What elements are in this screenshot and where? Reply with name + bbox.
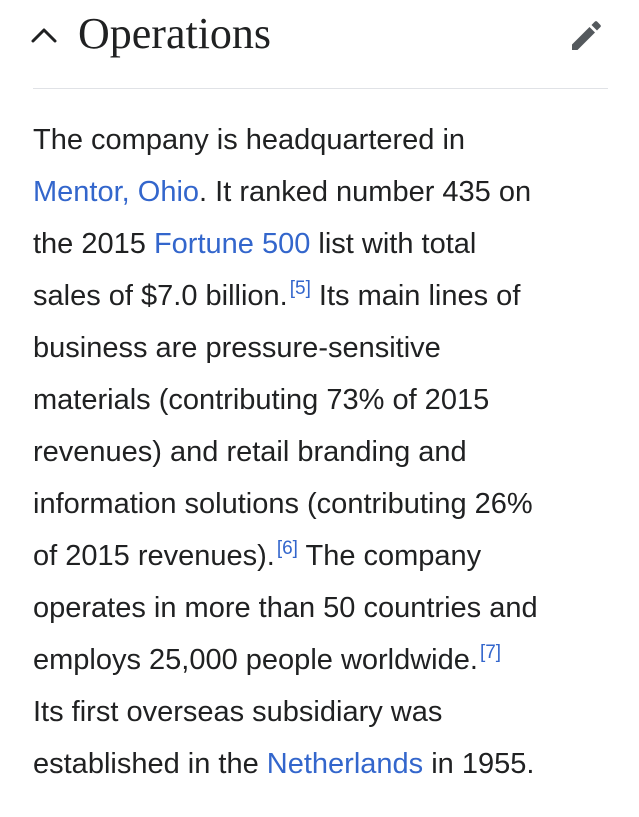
section-divider (33, 88, 608, 89)
section-header (0, 0, 639, 88)
citation-5 (290, 278, 311, 299)
text-run: materials (contributing 73% of 2015 (33, 384, 490, 416)
section-title: Operations (78, 9, 272, 58)
citation-link-7[interactable]: [7] (479, 642, 502, 663)
citation-7 (480, 642, 501, 663)
link-fortune-500[interactable]: Fortune 500 (153, 228, 311, 260)
text-run: The company (297, 540, 482, 572)
text-line (33, 426, 623, 478)
text-line (33, 738, 623, 790)
text-line (33, 322, 623, 374)
text-run: Its main lines of (310, 280, 521, 312)
text-line (33, 374, 623, 426)
text-run: in 1955. (423, 748, 535, 780)
text-run: established in the (33, 748, 267, 780)
text-run: list with total (310, 228, 477, 260)
text-run: sales of $7.0 billion. (33, 280, 288, 312)
link-netherlands[interactable]: Netherlands (266, 748, 424, 780)
section-paragraph (33, 114, 623, 790)
text-line (33, 166, 623, 218)
link-mentor-ohio[interactable]: Mentor, Ohio (33, 176, 200, 208)
text-run: business are pressure-sensitive (33, 332, 441, 364)
text-run: The company is headquartered in (33, 124, 466, 156)
collapse-section-button[interactable] (26, 18, 66, 52)
text-run: the 2015 (33, 228, 154, 260)
text-run: of 2015 revenues). (33, 540, 275, 572)
citation-6 (277, 538, 298, 559)
text-line (33, 114, 623, 166)
text-run: employs 25,000 people worldwide. (33, 644, 478, 676)
text-line (33, 530, 623, 582)
citation-link-5[interactable]: [5] (289, 278, 311, 299)
text-run: operates in more than 50 countries and (33, 592, 538, 624)
text-line (33, 270, 623, 322)
text-run: revenues) and retail branding and (33, 436, 467, 468)
text-line (33, 582, 623, 634)
edit-section-button[interactable] (566, 14, 606, 54)
chevron-up-icon (26, 18, 66, 52)
pencil-icon (566, 14, 606, 54)
text-run: Its first overseas subsidiary was (33, 696, 443, 728)
text-line (33, 686, 623, 738)
text-line (33, 218, 623, 270)
text-run: . It ranked number 435 on (199, 176, 532, 208)
text-line (33, 634, 623, 686)
citation-link-6[interactable]: [6] (276, 538, 298, 559)
text-line (33, 478, 623, 530)
text-run: information solutions (contributing 26% (33, 488, 533, 520)
